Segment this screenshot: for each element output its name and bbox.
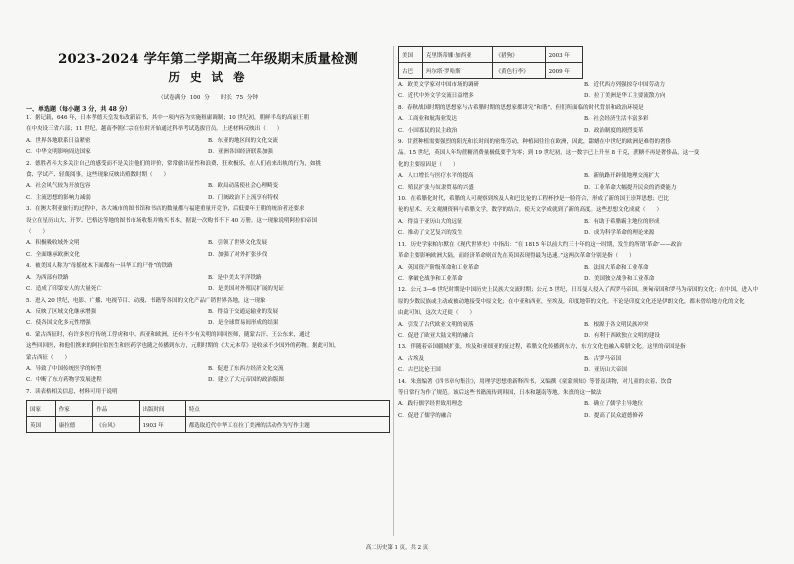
answer-option[interactable]: A．反映了区域文化继承增强 <box>26 308 96 315</box>
table-header-cell: 作品 <box>93 401 139 417</box>
table-row <box>27 417 390 433</box>
question-stem: 食、学试产、轻蔑阅事，这些现象反映出殖数时期（ ） <box>26 172 170 179</box>
question-block <box>26 296 390 330</box>
answer-option[interactable]: B．促进了东西方经济文化交流 <box>208 365 284 372</box>
question-block <box>398 240 770 286</box>
answer-option[interactable]: D．加强了对外扩张步伐 <box>208 251 268 258</box>
option-grid <box>398 263 770 286</box>
answer-option[interactable]: B．根源于各文明民族冲突 <box>584 321 649 328</box>
table-cell: 克里斯蒂娜·加西亚 <box>422 47 492 63</box>
answer-option[interactable]: D．亚历山大帝国 <box>584 367 627 374</box>
answer-option[interactable]: A．欧美文学家对中国市场的调研 <box>398 82 479 88</box>
table-cell: 玛尔塔·罗哈斯 <box>422 63 492 79</box>
answer-option[interactable]: A．得益于亚历山大的远征 <box>398 218 463 225</box>
left-question-list <box>26 113 390 398</box>
q7-table-body <box>27 417 390 433</box>
answer-option[interactable]: D．有利于西欧独立文明的建设 <box>584 332 660 339</box>
answer-option[interactable]: B．东亚的地区间的文化交流 <box>208 137 279 144</box>
answer-option[interactable]: C．造成了印第安人的大量死亡 <box>26 286 102 293</box>
answer-option[interactable]: A．积极吸收域外文明 <box>26 240 80 247</box>
answer-option[interactable]: A．工商业和航海业发达 <box>398 116 457 123</box>
answer-option[interactable]: C．小国寡民的民主政治 <box>398 127 458 134</box>
answer-option[interactable]: C．中断了东方药物学发展进程 <box>26 377 102 384</box>
question-block <box>26 387 390 398</box>
answer-option[interactable]: B．有助于希腊霸主地位的形成 <box>584 218 660 225</box>
section-heading: 一、单选题（每小题 3 分，共 48 分） <box>26 106 131 113</box>
question-stem: 伦的星术、天文观测资料与希腊文学，数学的结合，使天文学成就到了新的高度。这些思想文化成就（ ） <box>398 207 663 214</box>
question-stem: 8．春秋战国时期的思想家与古希腊时期的思想家都讲究“和谐”，但们所面临的时代背景和政治环境是 <box>398 104 644 111</box>
table-cell: 1903 年 <box>139 417 185 433</box>
question-block <box>398 194 770 240</box>
table-row <box>399 63 583 79</box>
option-grid <box>398 114 770 137</box>
option-grid <box>398 354 770 377</box>
question-stem: 10．在希腊化时代，希腊的人可观察到埃及人和巴比伦的工程杯抄是一脸符合，形成了新的国王崇拜思想；巴比 <box>398 196 670 203</box>
answer-option[interactable]: A．引发了古代欧亚文明的衰落 <box>398 321 474 328</box>
question-stem: 1．据记载，646 年，日本孝德天皇发布改新诏书，其中一项内容为实施租庸调制；10 世纪初，朝鲜半岛的高丽王朝 <box>26 115 309 121</box>
answer-option[interactable]: D．成为科学革命的理论来源 <box>584 230 655 237</box>
answer-option[interactable]: B．古罗马帝国 <box>584 355 622 362</box>
question-stem: 蒙古西征（ ） <box>26 354 71 361</box>
answer-option[interactable]: B．近代西方列强掠夺中国劳动力 <box>584 82 666 88</box>
option-grid <box>398 320 770 343</box>
question-block <box>398 342 770 376</box>
page-footer: 高二历史第 1 页，共 2 页 <box>365 545 429 551</box>
table-cell: 康拉德 <box>55 417 93 433</box>
question-block <box>26 330 390 387</box>
option-grid <box>26 307 390 330</box>
answer-option[interactable]: C．主流思想的影响力减弱 <box>26 194 91 201</box>
answer-option[interactable]: A．为西部有铁路 <box>26 274 69 281</box>
answer-option[interactable]: C．使各国文化多元性增强 <box>26 320 91 327</box>
question-stem: 14．朱熹编著《四书章句集注》，用理学思想重新释四书，又编撰《童蒙须知》等普及读物，对儿童的衣着、饮食 <box>398 378 672 385</box>
question-stem: 2．德胜者斗大多关注自己的感受而不是关注他们的评价，常常偷出征性和浪费、狂欢极乐，在人们看来出轨的行为，如挑 <box>26 160 322 167</box>
right-column <box>398 0 770 422</box>
answer-option[interactable]: A．社会风气较为开放包容 <box>26 183 91 190</box>
table-cell: 美国 <box>399 47 423 63</box>
answer-option[interactable]: D．提高了民众道德修养 <box>584 412 644 419</box>
answer-option[interactable]: A．践行儒学经世致用理念 <box>398 401 463 408</box>
answer-option[interactable]: B．法国大革命和工业革命 <box>584 264 649 271</box>
table-header-cell: 出版时间 <box>139 401 185 417</box>
answer-option[interactable]: A．人口增长与医疗水平的提高 <box>398 173 474 180</box>
question-block <box>26 159 390 205</box>
right-question-list <box>398 80 770 422</box>
answer-option[interactable]: A．世界各地联系日益紧密 <box>26 137 91 144</box>
question-block <box>26 204 390 261</box>
answer-option[interactable]: D．是美国对外殖民扩展的见证 <box>208 286 284 293</box>
answer-option[interactable]: D．建立了大元帝国的政治版图 <box>208 377 284 384</box>
option-grid <box>398 399 770 422</box>
question-stem: 在中央设三省六部；11 世纪，越南李朝仁宗在位时开始通过科举考试选拔官员。上述材料反映出（ ） <box>26 126 283 133</box>
question-stem: 5．进入 20 世纪，电影、广播、电视节目、动漫、书籍等各国的文化产品广销世界各地，这一现象 <box>26 297 266 304</box>
answer-option[interactable]: C．古巴比伦王国 <box>398 367 441 374</box>
question-stem: 设立在星历山大、开罗、巴格达等地的图书市场收集并购买书本，据说一次购书不下 40 万册。这一现象说明阿拉伯帝国 <box>26 217 317 224</box>
answer-option[interactable]: A．古埃及 <box>398 355 424 362</box>
answer-option[interactable]: D．门阀政治下上流享有特权 <box>208 194 279 201</box>
table-header-cell: 国家 <box>27 401 56 417</box>
answer-option[interactable]: B．新航路开辟使地理交流扩大 <box>584 173 660 180</box>
answer-option[interactable]: D．拉丁美洲是华工主要流散方向 <box>584 93 666 100</box>
answer-option[interactable]: A．英国资产阶级革命和工业革命 <box>398 264 479 271</box>
answer-option[interactable]: D．是全球贸易间形成的结果 <box>208 320 279 327</box>
question-stem: 11．历史学家帕尔默在《现代世界史》中指出：“在 1815 年以前大约三十年的这一时期，发生的所谓‘革命’——政治 <box>398 241 682 248</box>
option-grid <box>26 181 390 204</box>
question-stem: 7．读表格相关信息，材料可用于说明 <box>26 388 118 395</box>
table-cell: 《黄色行李》 <box>492 63 545 79</box>
answer-option[interactable]: C．促进了儒学的融合 <box>398 412 452 419</box>
table-header-cell: 特点 <box>185 401 389 417</box>
question-stem: 6．蒙古西征时，有许多医疗传统工俘虏和中、西亚和欧洲，还有不少有关明的回回医师，随蒙古汗、王公东来，通过 <box>26 331 311 338</box>
question-block <box>26 261 390 295</box>
table-header-cell: 作家 <box>55 401 93 417</box>
table-row <box>399 47 583 63</box>
option-grid <box>398 171 770 194</box>
answer-option[interactable]: B．引领了世界文化发展 <box>208 240 268 247</box>
answer-option[interactable]: B．确立了儒学主导地位 <box>584 401 644 408</box>
q7-table-continued <box>398 46 583 79</box>
answer-option[interactable]: C．殖民扩张与奴隶贸易的兴盛 <box>398 184 474 191</box>
option-grid <box>26 136 390 159</box>
answer-option[interactable]: B．得益于交通运输业的发展 <box>208 308 279 315</box>
exam-title: 2023-2024 学年第二学期高二年级期末质量检测 <box>58 52 358 67</box>
answer-option[interactable]: D．工业革命大幅提升民众的消费能力 <box>584 184 677 191</box>
question-block <box>398 137 770 194</box>
table-cell: 2009 年 <box>545 63 582 79</box>
question-stem: 原的少数民族或主动或被动地接受中原文化；在中亚和西亚，至埃及，印度地带的文化。不论是印度文化还是伊朗文化，都未曾给地方化的文化 <box>398 298 745 305</box>
option-grid <box>26 273 390 296</box>
question-stem: 13．伴随着帝国疆域扩张，埃及和亚细亚的征过程，希腊文化传播到东方，东方文化也融入希腊文化。这里的帝国是指 <box>398 344 686 351</box>
question-stem: 等日常行为作了规范。该后这些书籍流传到韩国、日本和越南等地。朱熹的这一做法 <box>398 389 602 396</box>
question-stem: 9．甘蔗种植需要强烈的阳光和长时间的密集劳动，种植园往往在欧洲，因此，甜蜡在中世纪的欧洲是难得的奢侈 <box>398 139 672 146</box>
question-block <box>398 285 770 342</box>
answer-option[interactable]: C．拿破仑战争和工业革命 <box>398 275 463 282</box>
exam-subtitle: 历 史 试 卷 <box>168 70 248 84</box>
question-block <box>398 103 770 137</box>
q7-table <box>26 400 390 433</box>
table-cell: 英国 <box>27 417 56 433</box>
answer-option[interactable]: C．促进了欧亚大陆文明的融合 <box>398 332 474 339</box>
question-stem: 化的主要原因是（ ） <box>398 161 459 168</box>
question-stem: （ ） <box>26 229 49 236</box>
answer-option[interactable]: C．近代中外文学交流日益增多 <box>398 93 474 100</box>
answer-option[interactable]: B．社会经济生活丰富多彩 <box>584 116 649 123</box>
question-stem: 4．被美国人称为“母摇枕木下面都有一具华工的尸骨”的铁路 <box>26 263 173 270</box>
answer-option[interactable]: B．欧局动荡使社会心理畸变 <box>208 183 279 190</box>
left-column <box>26 0 390 433</box>
column-divider <box>393 46 394 536</box>
q7-table-continued-body <box>399 47 583 79</box>
answer-option[interactable]: D．政治制度的剧烈变革 <box>584 127 644 134</box>
table-cell: 《台风》 <box>93 417 139 433</box>
table-cell: 都选取近代中华工在拉丁美洲的活动作为写作主题 <box>185 417 389 433</box>
answer-option[interactable]: C．中华文明影响周边国家 <box>26 149 91 156</box>
answer-option[interactable]: B．是中美太平洋铁路 <box>208 274 262 281</box>
question-stem: 革命主要影响欧洲大陆，而经济革命则首先在英国表现得最为迅速。”这两次革命分别是指（ ） <box>398 253 635 260</box>
question-stem: 由此可知，这次大迁徙（ ） <box>398 310 476 317</box>
q7-table-header <box>27 401 390 417</box>
question-block <box>398 80 770 103</box>
answer-option[interactable]: C．推动了文艺复兴的发生 <box>398 230 463 237</box>
question-block <box>26 113 390 159</box>
option-grid <box>398 217 770 240</box>
answer-option[interactable]: C．全面继承欧洲文化 <box>26 251 80 258</box>
option-grid <box>398 80 770 103</box>
table-cell: 《猎狗》 <box>492 47 545 63</box>
answer-option[interactable]: A．导致了中国传统医学的转型 <box>26 365 102 372</box>
question-block <box>398 377 770 423</box>
answer-option[interactable]: D．美国独立战争和工业革命 <box>584 275 655 282</box>
exam-meta: （试卷满分 100 分 时长 75 分钟 <box>157 95 259 101</box>
question-stem: 3．在澳大利亚旅行的过程中，各大城市的图书馆和书店的数量都与福建重量开竞争，后低要年王朝的统治者还要求 <box>26 206 305 213</box>
table-cell: 2003 年 <box>545 47 582 63</box>
answer-option[interactable]: D．亚洲各国经济联系加强 <box>208 149 273 156</box>
option-grid <box>26 364 390 387</box>
question-stem: 这些回回医，和他们携来的阿拉伯医生和医药学也随之传播到东方，元朝时期的《大元本草》是收录不少国外的药物。据此可知， <box>26 343 340 350</box>
question-stem: 12．公元 3—6 世纪时期是中国历史上民族大交流时期；公元 5 世纪，日耳曼人侵入了西罗马帝国，奥匈帝国和罗马为帝国的文化；在中国，进入中 <box>398 287 758 294</box>
question-stem: 品。15 世纪，英国人年均蔗糖消费量极低要乎为零；到 19 世纪初，这一数字已上升至 8 千克，蔗糖不再是奢侈品，这一变 <box>398 150 700 157</box>
option-grid <box>26 238 390 261</box>
table-cell: 古巴 <box>399 63 423 79</box>
